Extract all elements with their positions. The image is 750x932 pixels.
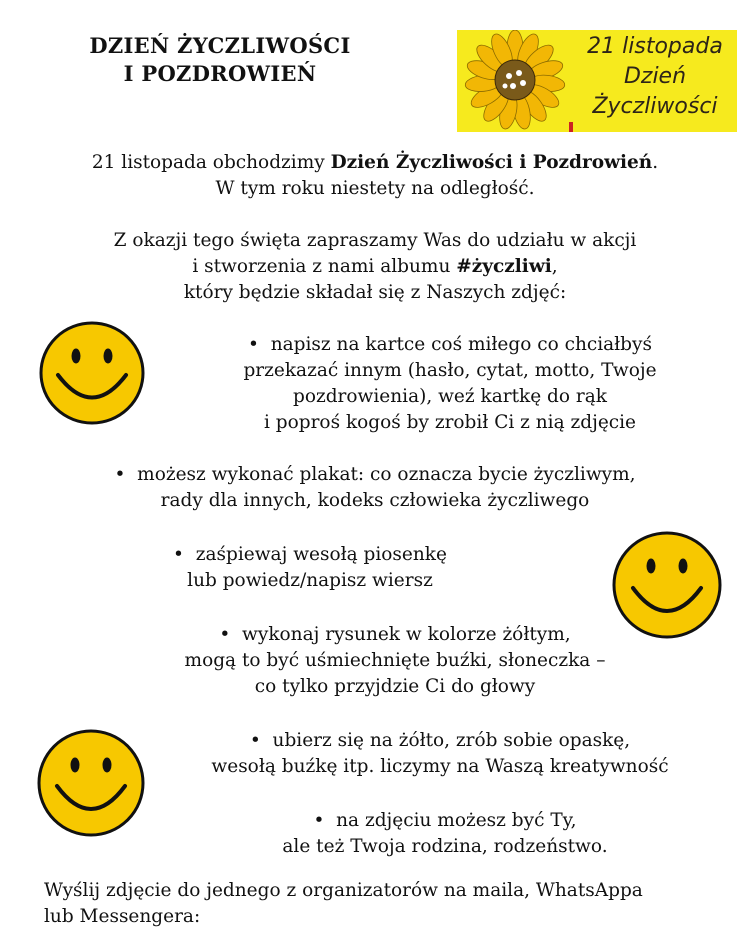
bullet-1-line-1: • napisz na kartce coś miłego co chciałbyś [170, 332, 730, 358]
title-line-2: I POZDROWIEŃ [123, 61, 317, 86]
list-item [220, 808, 670, 860]
list-item [20, 462, 730, 514]
bullet-1-line-4: i poproś kogoś by zrobił Ci z nią zdjęcie [263, 412, 637, 433]
bullet-4-line-1: • wykonaj rysunek w kolorze żółtym, [80, 622, 710, 648]
logo-line-1: 21 listopada [587, 34, 723, 59]
smiley-icon [38, 320, 146, 426]
bullet-6-line-1: • na zdjęciu możesz być Ty, [220, 808, 670, 834]
list-item [170, 332, 730, 436]
intro-text: 21 listopada obchodzimy [91, 152, 331, 173]
title-line-1: DZIEŃ ŻYCZLIWOŚCI [89, 33, 351, 58]
footer-line-2: lub Messengera: [44, 906, 201, 927]
sunflower-icon [457, 30, 587, 132]
logo-line-2: Dzień [623, 64, 687, 89]
event-logo [457, 30, 737, 132]
bullet-5-line-1: • ubierz się na żółto, zrób sobie opaskę, [160, 728, 720, 754]
list-item [140, 542, 480, 594]
page-title [40, 32, 400, 88]
intro-line-2: W tym roku niestety na odległość. [215, 178, 535, 199]
bullet-4-line-3: co tylko przyjdzie Ci do głowy [254, 676, 536, 697]
contact-instructions [44, 878, 734, 930]
bullet-1-line-3: pozdrowienia), weź kartkę do rąk [292, 386, 607, 407]
invite-paragraph [20, 228, 730, 306]
intro-punct: . [652, 152, 659, 173]
bullet-1-line-2: przekazać innym (hasło, cytat, motto, Twoje [243, 360, 657, 381]
smiley-icon [611, 530, 723, 640]
invite-line-1: Z okazji tego święta zapraszamy Was do udziału w akcji [113, 230, 637, 251]
logo-line-3: Życzliwości [592, 94, 718, 119]
bullet-3-line-1: • zaśpiewaj wesołą piosenkę [140, 542, 480, 568]
smiley-icon [36, 728, 146, 838]
footer-line-1: Wyślij zdjęcie do jednego z organizatorów na maila, WhatsAppa [44, 880, 643, 901]
bullet-2-line-2: rady dla innych, kodeks człowieka życzliwego [160, 490, 590, 511]
list-item [160, 728, 720, 780]
intro-paragraph [20, 150, 730, 202]
logo-text [575, 32, 735, 122]
bullet-6-line-2: ale też Twoja rodzina, rodzeństwo. [282, 836, 608, 857]
invite-punct: , [551, 256, 558, 277]
invite-text: i stworzenia z nami albumu [192, 256, 457, 277]
bullet-2-line-1: • możesz wykonać plakat: co oznacza bycie życzliwym, [20, 462, 730, 488]
album-hashtag: #życzliwi [456, 256, 552, 277]
bullet-4-line-2: mogą to być uśmiechnięte buźki, słoneczka – [184, 650, 606, 671]
event-name: Dzień Życzliwości i Pozdrowień [330, 152, 653, 173]
bullet-3-line-2: lub powiedz/napisz wiersz [187, 570, 433, 591]
invite-line-3: który będzie składał się z Naszych zdjęć: [183, 282, 567, 303]
bullet-5-line-2: wesołą buźkę itp. liczymy na Waszą kreatywność [211, 756, 669, 777]
